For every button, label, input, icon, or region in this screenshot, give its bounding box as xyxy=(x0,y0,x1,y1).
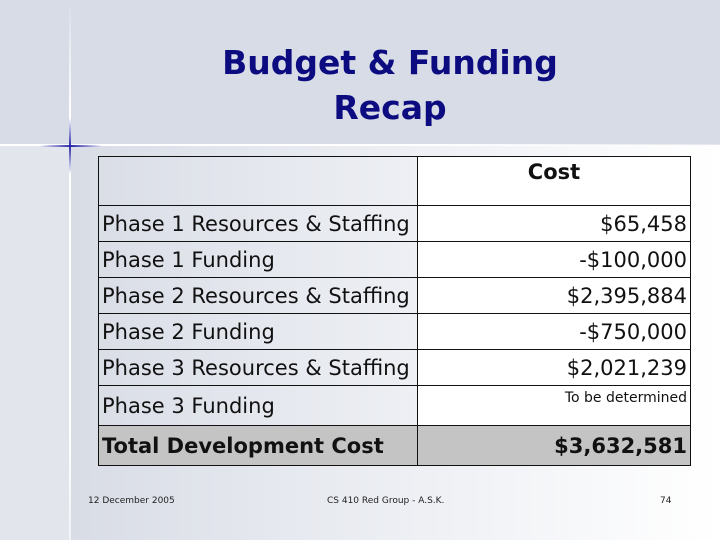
row-label: Phase 3 Resources & Staffing xyxy=(99,350,418,386)
left-strip xyxy=(0,145,70,540)
vertical-rule xyxy=(69,0,71,540)
row-cost: $65,458 xyxy=(418,206,691,242)
row-label: Phase 2 Resources & Staffing xyxy=(99,278,418,314)
table-row xyxy=(99,314,691,350)
row-cost: -$750,000 xyxy=(418,314,691,350)
row-cost: $2,021,239 xyxy=(418,350,691,386)
footer-center: CS 410 Red Group - A.S.K. xyxy=(327,496,445,506)
row-label: Phase 1 Resources & Staffing xyxy=(99,206,418,242)
row-cost: To be determined xyxy=(418,386,691,426)
horizontal-rule xyxy=(0,144,720,146)
total-label: Total Development Cost xyxy=(99,426,418,466)
header-cost-cell: Cost xyxy=(418,157,691,206)
total-cost: $3,632,581 xyxy=(418,426,691,466)
table-row xyxy=(99,350,691,386)
footer-date: 12 December 2005 xyxy=(88,496,175,506)
sparkle-icon xyxy=(40,145,102,147)
row-label: Phase 1 Funding xyxy=(99,242,418,278)
budget-table xyxy=(98,156,691,466)
total-row xyxy=(99,426,691,466)
row-label: Phase 3 Funding xyxy=(99,386,418,426)
table-row xyxy=(99,386,691,426)
page-number: 74 xyxy=(660,496,672,506)
table-row xyxy=(99,242,691,278)
table-row xyxy=(99,278,691,314)
sparkle-icon-vertical xyxy=(69,118,71,174)
header-label-cell xyxy=(99,157,418,206)
table-header-row xyxy=(99,157,691,206)
title-line-2: Recap xyxy=(333,88,447,127)
row-label: Phase 2 Funding xyxy=(99,314,418,350)
table-row xyxy=(99,206,691,242)
row-cost: -$100,000 xyxy=(418,242,691,278)
title-line-1: Budget & Funding xyxy=(222,43,558,82)
slide-title xyxy=(150,40,630,130)
row-cost: $2,395,884 xyxy=(418,278,691,314)
